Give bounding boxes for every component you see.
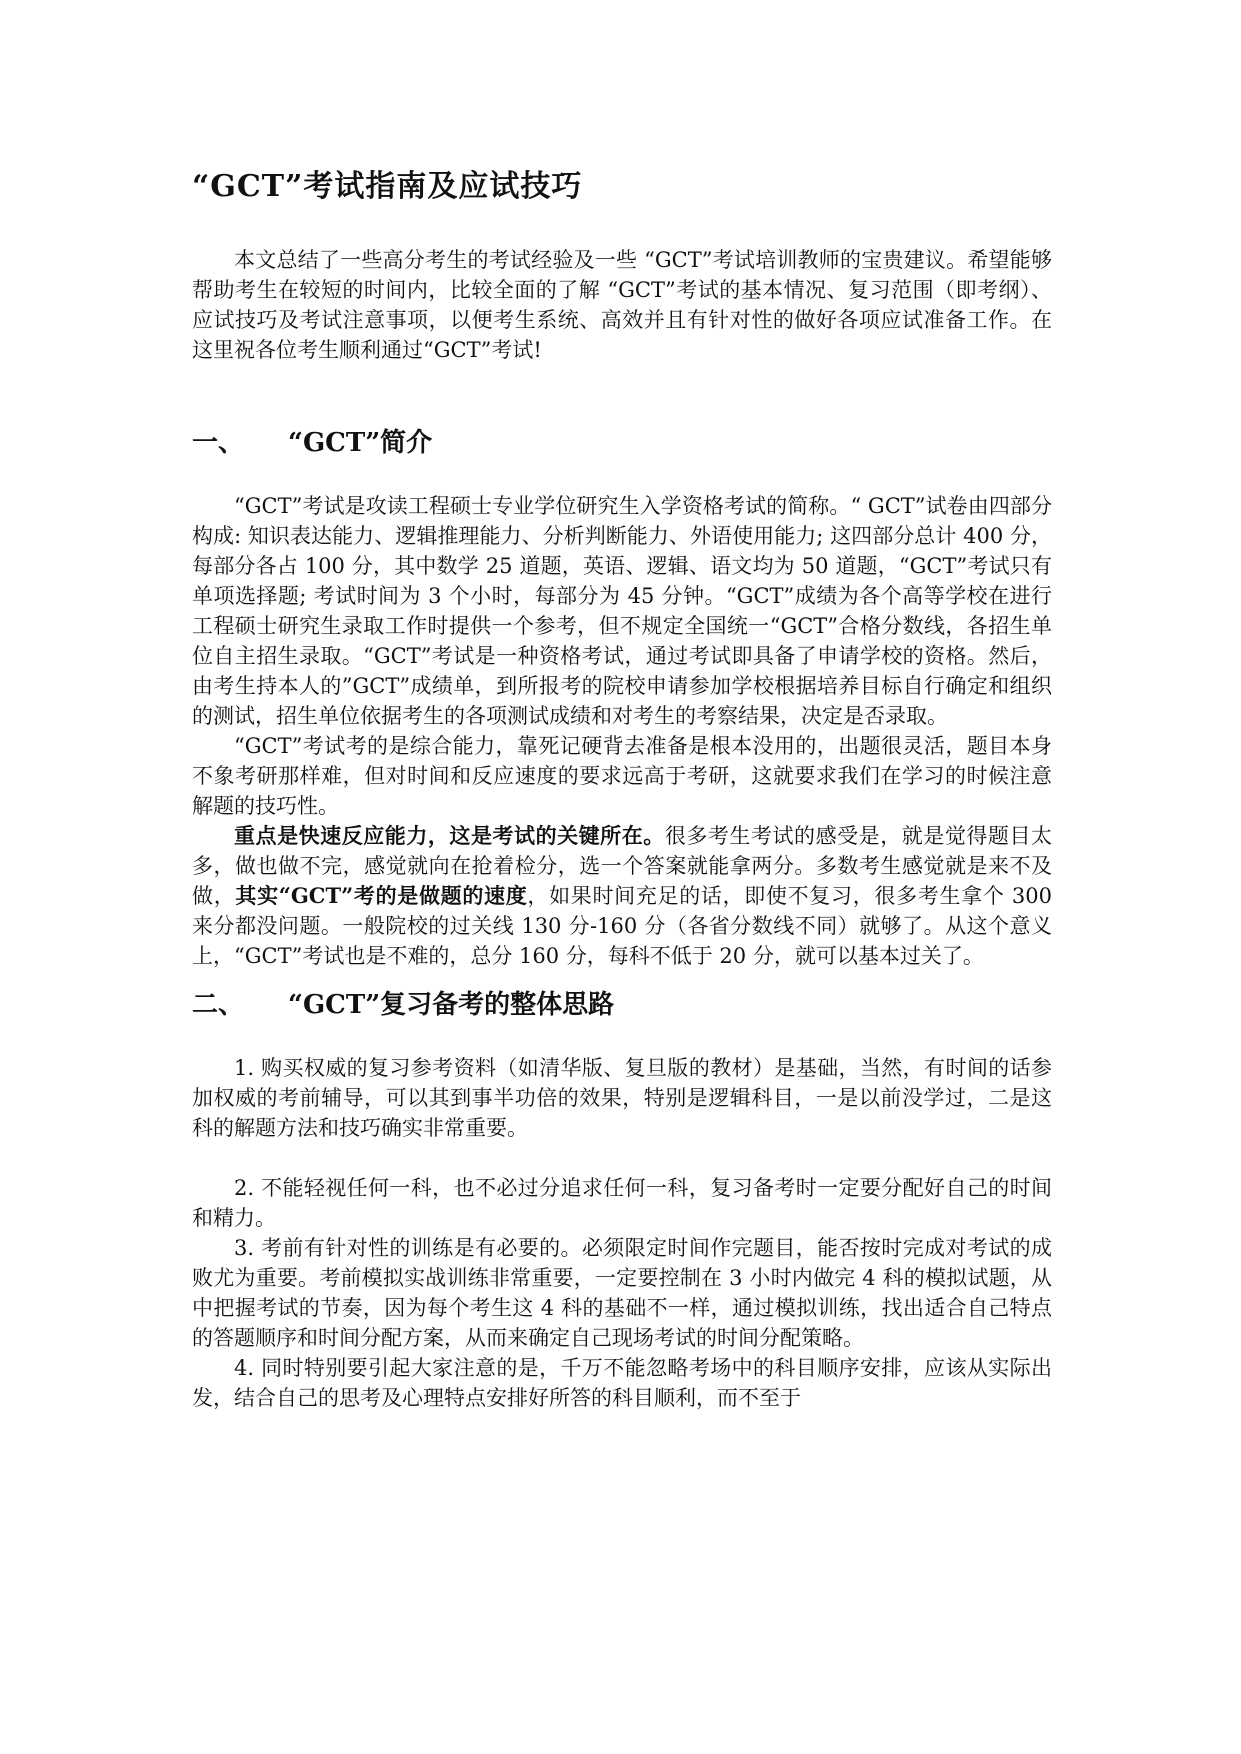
document-title: “GCT”考试指南及应试技巧 [192, 169, 583, 204]
intro-paragraph: 本文总结了一些高分考生的考试经验及一些 “GCT”考试培训教师的宝贵建议。希望能够帮助考生在较短的时间内，比较全面的了解 “GCT”考试的基本情况、复习范围（即考纲）、应试技巧及考试注意事项，以便考生系统、高效并且有针对性的做好各项应试准备工作。在这里祝各位考生顺利通过“GCT”考试! [192, 248, 1052, 362]
section-1-paragraph-2: “GCT”考试考的是综合能力，靠死记硬背去准备是根本没用的，出题很灵活，题目本身不象考研那样难，但对时间和反应速度的要求远高于考研，这就要求我们在学习的时候注意解题的技巧性。 [192, 734, 1052, 818]
section-2-number: 二、 [192, 990, 245, 1020]
section-2-item-3: 3. 考前有针对性的训练是有必要的。必须限定时间作完题目，能否按时完成对考试的成败尤为重要。考前模拟实战训练非常重要，一定要控制在 3 小时内做完 4 科的模拟试题，从中把握考试的节奏，因为每个考生这 4 科的基础不一样，通过模拟训练，找出适合自己特点的答题顺序和时间分配方案，从而来确定自己现场考试的时间分配策略。 [192, 1236, 1052, 1350]
body-text: ，如果时间充足的话，即使不复习，很多考生拿个 300 来分都没问题。一般院校的过关线 130 分-160 分（各省分数线不同）就够了。从这个意义上，“GCT”考试也是不难的，总分 160 分，每科不低于 20 分，就可以基本过关了。 [192, 884, 1053, 968]
section-2-item-2: 2. 不能轻视任何一科，也不必过分追求任何一科，复习备考时一定要分配好自己的时间和精力。 [192, 1176, 1052, 1230]
section-1-title: “GCT”简介 [288, 428, 433, 458]
section-1-heading [192, 423, 1052, 463]
emphasis-text: 其实“GCT”考的是做题的速度 [235, 883, 528, 908]
section-1-paragraph-1: “GCT”考试是攻读工程硕士专业学位研究生入学资格考试的简称。“ GCT”试卷由四部分构成: 知识表达能力、逻辑推理能力、分析判断能力、外语使用能力; 这四部分总计 400 分，每部分各占 100 分，其中数学 25 道题，英语、逻辑、语文均为 50 道题，“GCT”考试只有单项选择题; 考试时间为 3 个小时，每部分为 45 分钟。“GCT”成绩为各个高等学校在进行工程硕士研究生录取工作时提供一个参考，但不规定全国统一“GCT”合格分数线，各招生单位自主招生录取。“GCT”考试是一种资格考试，通过考试即具备了申请学校的资格。然后，由考生持本人的”GCT”成绩单，到所报考的院校申请参加学校根据培养目标自行确定和组织的测试，招生单位依据考生的各项测试成绩和对考生的考察结果，决定是否录取。 [192, 494, 1052, 728]
document-body [192, 165, 1052, 1413]
section-1-number: 一、 [192, 428, 245, 458]
section-2-item-1: 1. 购买权威的复习参考资料（如清华版、复旦版的教材）是基础，当然，有时间的话参加权威的考前辅导，可以其到事半功倍的效果，特别是逻辑科目，一是以前没学过，二是这科的解题方法和技巧确实非常重要。 [192, 1056, 1052, 1140]
section-2-heading [192, 985, 1052, 1025]
emphasis-text: 重点是快速反应能力，这是考试的关键所在。 [234, 823, 665, 848]
body-text: 很多考生考试的感受是，就是觉得题目太多，做也做不完，感觉就向在抢着检分，选一个答案就能拿两分。多数考生感觉就是来不及做， [192, 824, 1053, 908]
section-1-paragraph-3 [192, 821, 1052, 971]
section-2-item-4: 4. 同时特别要引起大家注意的是，千万不能忽略考场中的科目顺序安排，应该从实际出发，结合自己的思考及心理特点安排好所答的科目顺利，而不至于 [192, 1356, 1052, 1410]
section-2-title: “GCT”复习备考的整体思路 [288, 990, 615, 1020]
